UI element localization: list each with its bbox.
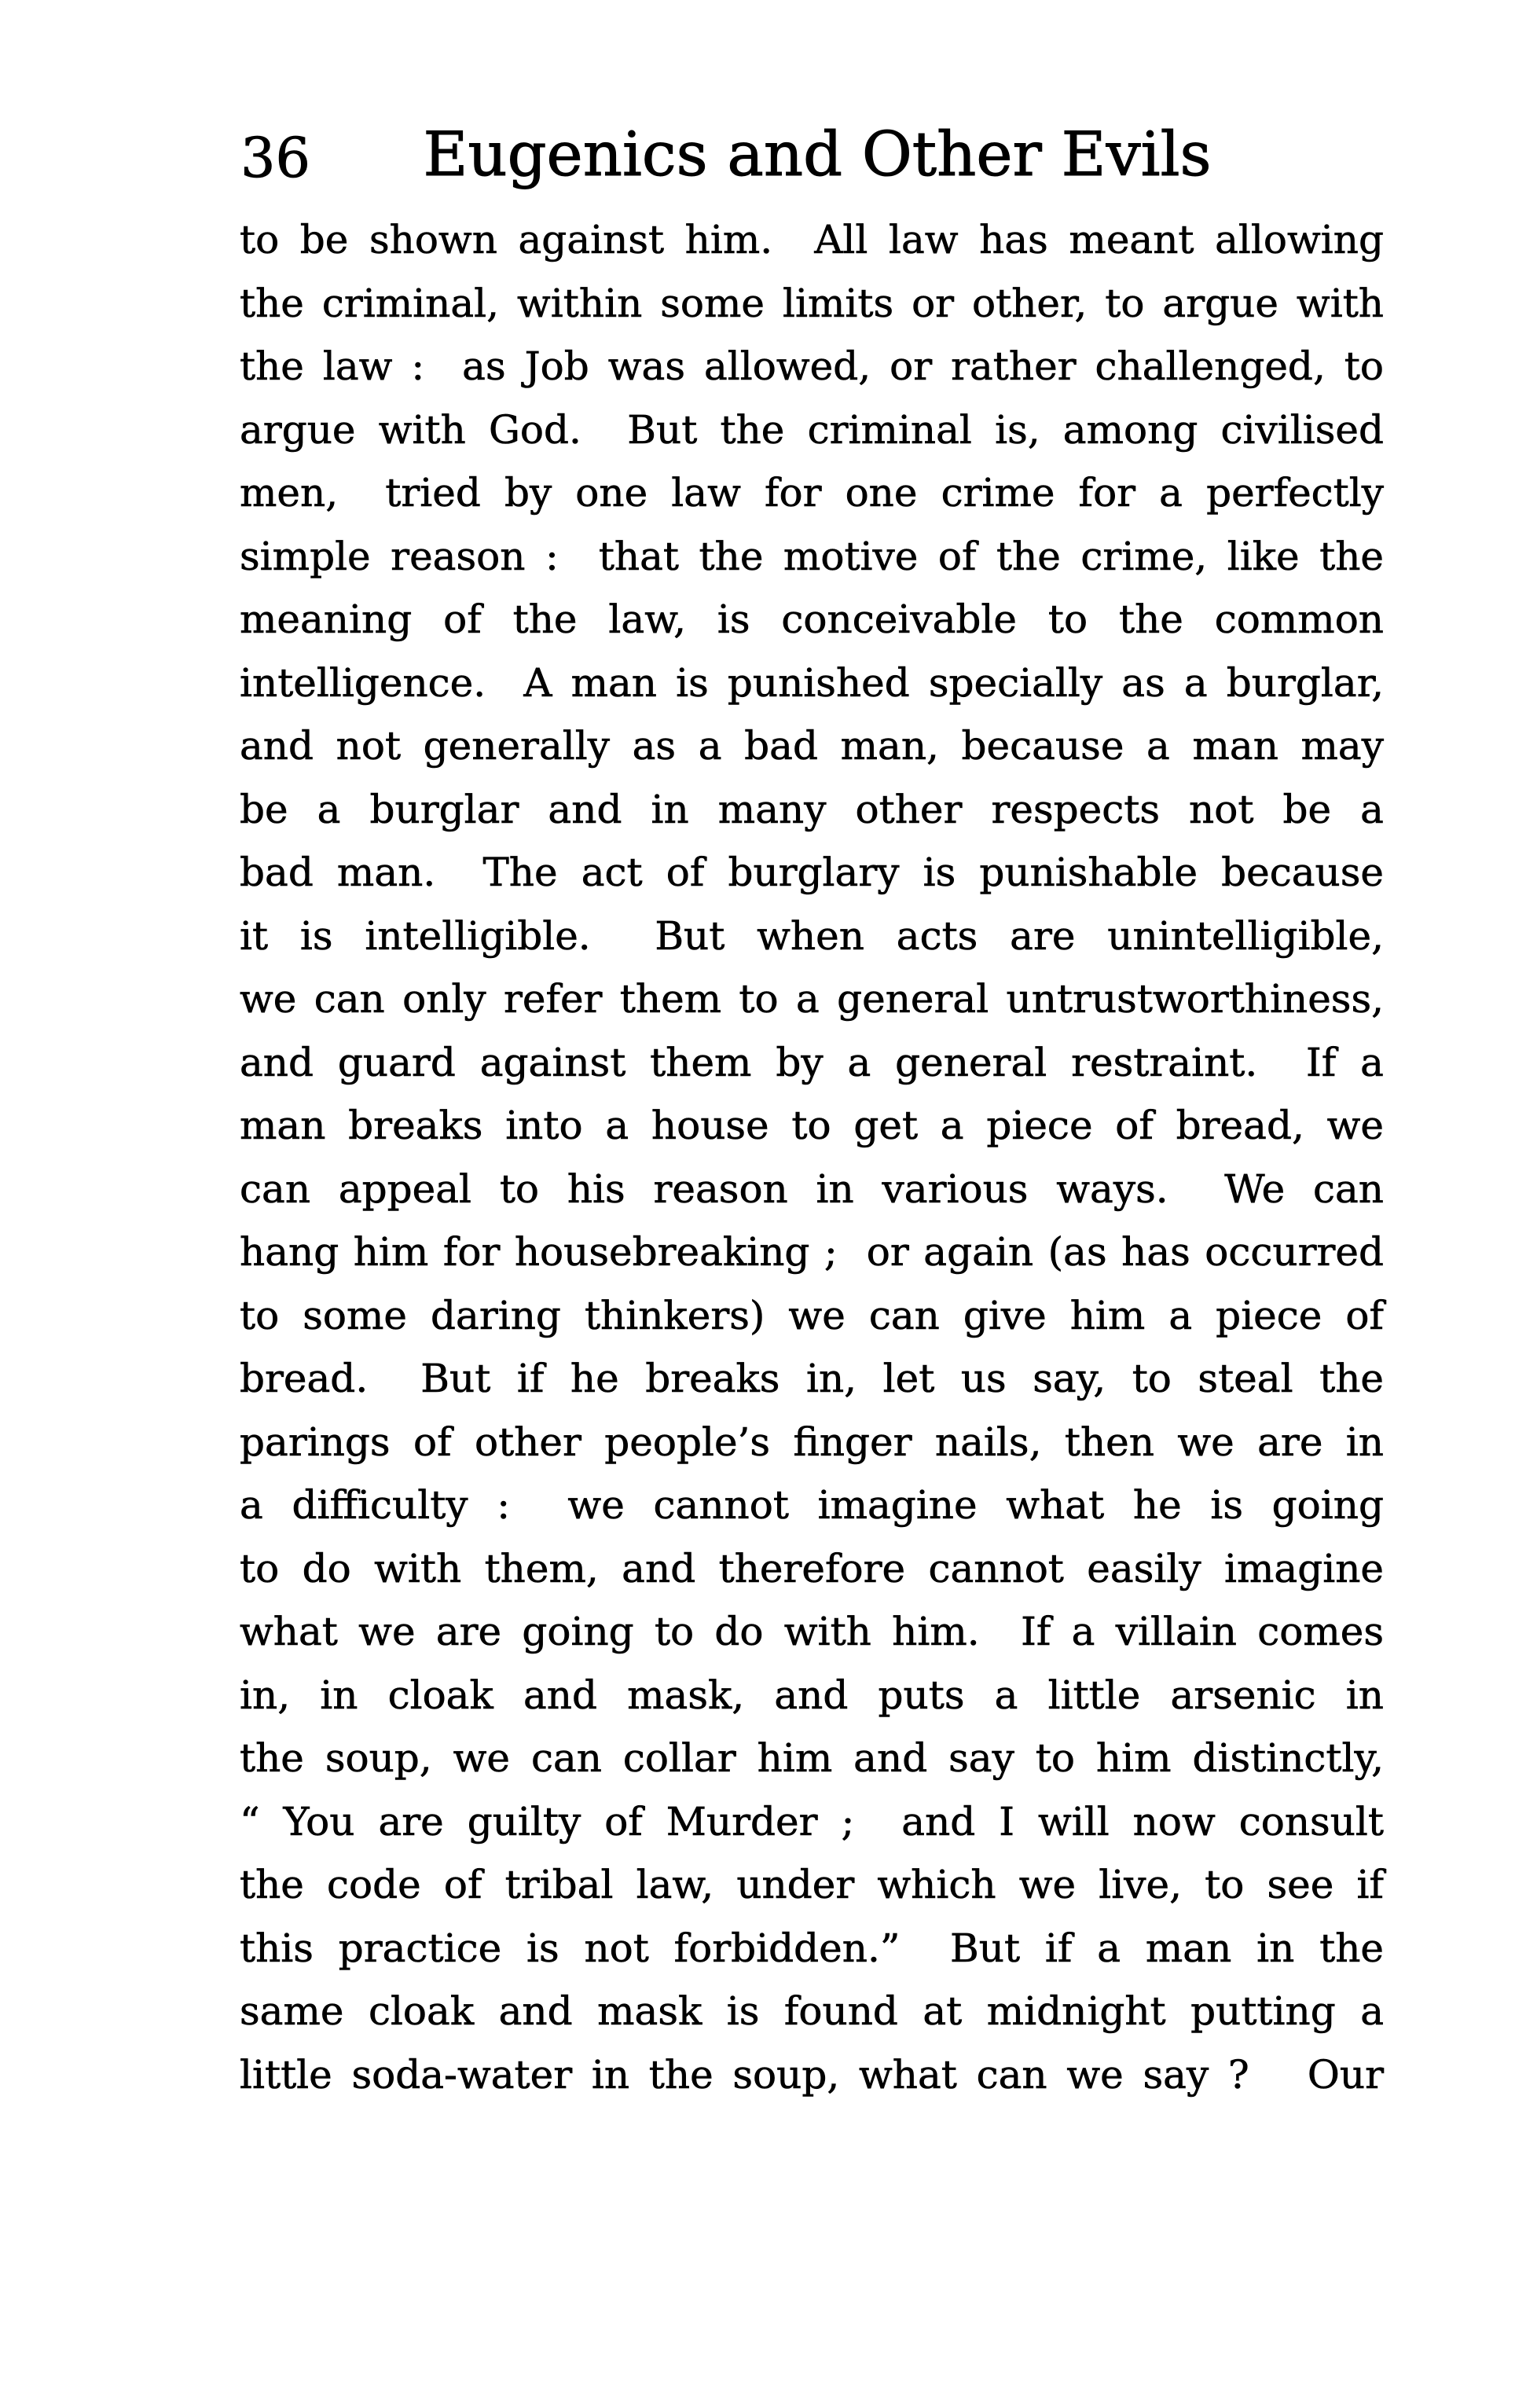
text-line: intelligence. A man is punished specially as a burglar, (240, 659, 1384, 706)
text-line: “ You are guilty of Murder ; and I will now consult (240, 1798, 1384, 1845)
text-line: the criminal, within some limits or other, to argue with (240, 280, 1384, 326)
text-line: in, in cloak and mask, and puts a little arsenic in (240, 1672, 1384, 1718)
text-line: and not generally as a bad man, because a man may (240, 723, 1384, 769)
text-line: to some daring thinkers) we can give him a piece of (240, 1292, 1384, 1338)
text-line: be a burglar and in many other respects not be a (240, 786, 1384, 832)
running-title: Eugenics and Other Evils (423, 119, 1212, 190)
body-text (240, 208, 1384, 2106)
text-line: can appeal to his reason in various ways. We can (240, 1165, 1384, 1212)
text-line: man breaks into a house to get a piece of bread, we (240, 1103, 1384, 1148)
text-line: bread. But if he breaks in, let us say, to steal the (240, 1356, 1384, 1401)
page-header (0, 0, 1526, 204)
text-line: a difficulty : we cannot imagine what he is going (240, 1482, 1384, 1528)
text-line: what we are going to do with him. If a villain comes (240, 1609, 1384, 1654)
text-line: same cloak and mask is found at midnight putting a (240, 1988, 1384, 2034)
text-line: men, tried by one law for one crime for a perfectly (240, 470, 1384, 516)
text-line: the code of tribal law, under which we live, to see if (240, 1862, 1384, 1907)
text-line: to be shown against him. All law has meant allowing (240, 217, 1384, 262)
page-number: 36 (240, 126, 311, 190)
text-line: to do with them, and therefore cannot easily imagine (240, 1545, 1384, 1591)
text-line: simple reason : that the motive of the crime, like the (240, 533, 1384, 579)
text-line: argue with God. But the criminal is, among civilised (240, 406, 1384, 453)
text-line: little soda-water in the soup, what can we say ? Our (240, 2051, 1384, 2098)
text-line: it is intelligible. But when acts are unintelligible, (240, 912, 1384, 959)
text-line: parings of other people’s finger nails, then we are in (240, 1419, 1384, 1465)
text-line: we can only refer them to a general untrustworthiness, (240, 976, 1384, 1022)
text-line: and guard against them by a general restraint. If a (240, 1039, 1384, 1085)
text-line: bad man. The act of burglary is punishable because (240, 850, 1384, 895)
text-line: the soup, we can collar him and say to him distinctly, (240, 1735, 1384, 1781)
text-line: the law : as Job was allowed, or rather challenged, to (240, 343, 1384, 389)
text-line: meaning of the law, is conceivable to the common (240, 596, 1384, 642)
text-line: this practice is not forbidden.” But if a man in the (240, 1925, 1384, 1971)
text-line: hang him for housebreaking ; or again (as has occurred (240, 1229, 1384, 1275)
